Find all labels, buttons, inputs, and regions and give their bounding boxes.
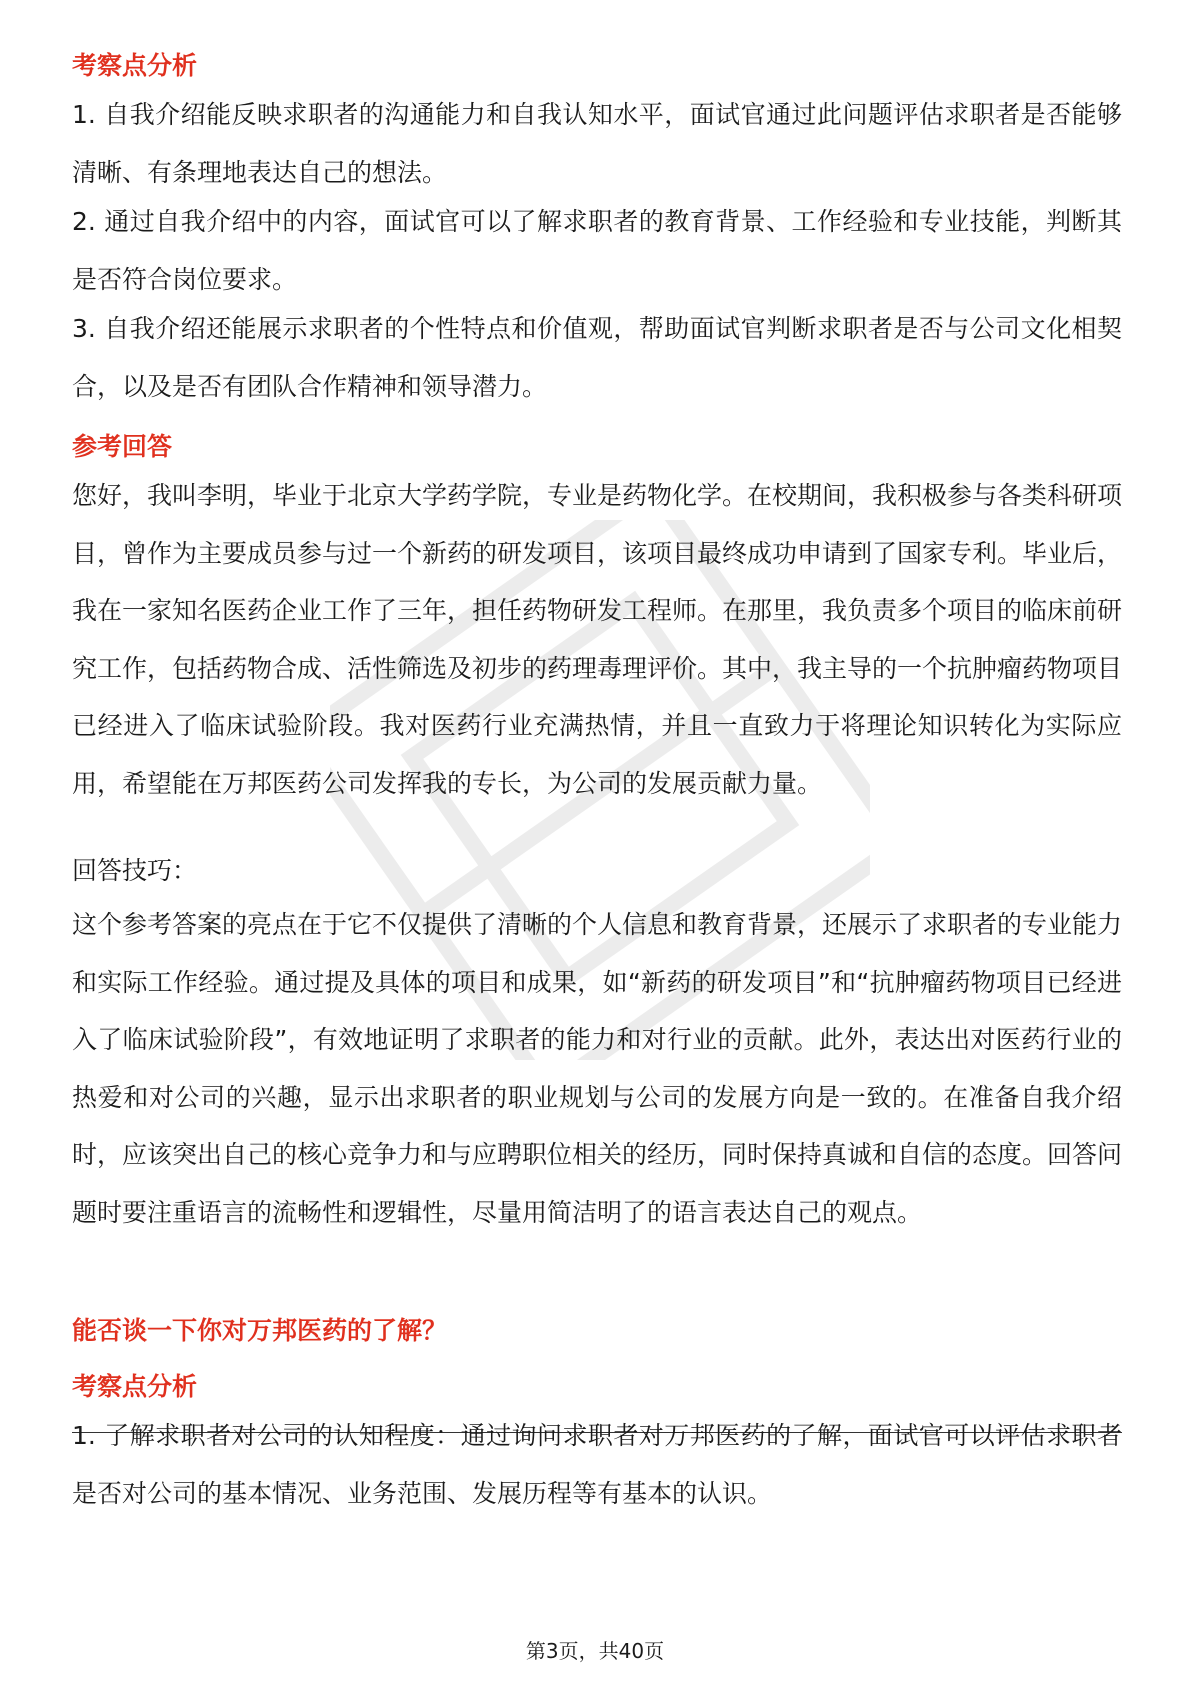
page-footer: 第3页，共40页: [525, 1639, 665, 1663]
section-heading-analysis-2: 考察点分析: [72, 1372, 198, 1401]
answer-tips-text: 这个参考答案的亮点在于它不仅提供了清晰的个人信息和教育背景，还展示了求职者的专业能力和实际工作经验。通过提及具体的项目和成果，如“新药的研发项目”和“抗肿瘤药物项目已经进入了临床试验阶段”，有效地证明了求职者的能力和对行业的贡献。此外，表达出对医药行业的热爱和对公司的兴趣，显示出求职者的职业规划与公司的发展方向是一致的。在准备自我介绍时，应该突出自己的核心竞争力和与应聘职位相关的经历，同时保持真诚和自信的态度。回答问题时要注重语言的流畅性和逻辑性，尽量用简洁明了的语言表达自己的观点。: [72, 910, 1123, 1227]
section-heading-analysis: 考察点分析: [72, 51, 198, 80]
reference-answer-text: 您好，我叫李明，毕业于北京大学药学院，专业是药物化学。在校期间，我积极参与各类科研项目，曾作为主要成员参与过一个新药的研发项目，该项目最终成功申请到了国家专利。毕业后，我在一家知名医药企业工作了三年，担任药物研发工程师。在那里，我负责多个项目的临床前研究工作，包括药物合成、活性筛选及初步的药理毒理评价。其中，我主导的一个抗肿瘤药物项目已经进入了临床试验阶段。我对医药行业充满热情，并且一直致力于将理论知识转化为实际应用，希望能在万邦医药公司发挥我的专长，为公司的发展贡献力量。: [72, 481, 1123, 798]
section-heading-reference-answer: 参考回答: [72, 432, 173, 461]
answer-tips-label: 回答技巧：: [72, 856, 198, 885]
analysis-point-1-q2: 1. 了解求职者对公司的认知程度：通过询问求职者对万邦医药的了解，面试官可以评估求职者是否对公司的基本情况、业务范围、发展历程等有基本的认识。: [72, 1421, 1122, 1508]
analysis-point-2: 2. 通过自我介绍中的内容，面试官可以了解求职者的教育背景、工作经验和专业技能，判断其是否符合岗位要求。: [72, 207, 1122, 294]
analysis-point-3: 3. 自我介绍还能展示求职者的个性特点和价值观，帮助面试官判断求职者是否与公司文化相契合，以及是否有团队合作精神和领导潜力。: [72, 314, 1122, 401]
analysis-point-1: 1. 自我介绍能反映求职者的沟通能力和自我认知水平，面试官通过此问题评估求职者是否能够清晰、有条理地表达自己的想法。: [72, 100, 1122, 187]
question-title: 能否谈一下你对万邦医药的了解？: [72, 1316, 448, 1345]
